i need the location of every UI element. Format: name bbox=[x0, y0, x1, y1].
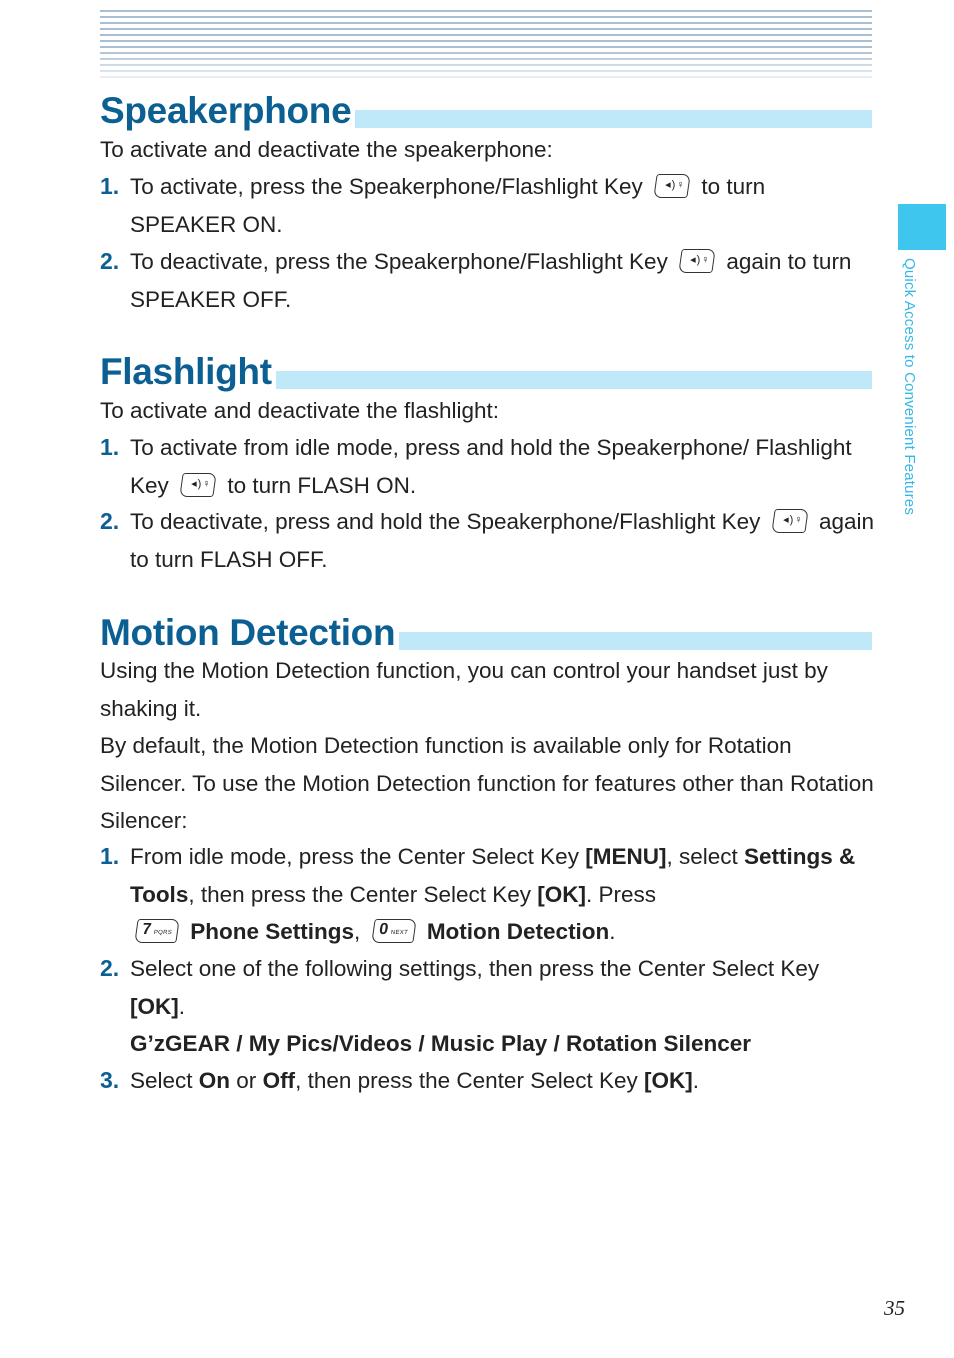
page-number: 35 bbox=[884, 1296, 905, 1320]
settings-tools-label: Settings & Tools bbox=[130, 844, 856, 907]
step-text: . Press bbox=[586, 881, 657, 907]
speakerphone-flashlight-key-icon: ◂)♀ bbox=[653, 174, 690, 198]
step-text: to turn SPEAKER ON. bbox=[130, 174, 766, 237]
ok-softkey-label: [OK] bbox=[130, 993, 179, 1019]
flashlight-step-2 bbox=[100, 503, 876, 578]
motion-step-1 bbox=[100, 838, 876, 951]
section-heading: Motion Detection bbox=[100, 610, 403, 656]
step-text: or bbox=[230, 1068, 263, 1093]
header-stripe-band bbox=[100, 10, 872, 78]
step-text: , select bbox=[666, 844, 744, 869]
speakerphone-heading-block bbox=[100, 84, 872, 130]
motion-detection-heading-block bbox=[100, 606, 872, 652]
chapter-tab bbox=[898, 204, 946, 250]
step-number: 1. bbox=[100, 843, 120, 869]
step-text: . bbox=[178, 993, 186, 1019]
on-option-label: On bbox=[198, 1068, 231, 1093]
step-text: To deactivate, press the Speakerphone/Flashlight Key bbox=[130, 249, 668, 274]
flashlight-step-1 bbox=[100, 429, 876, 504]
step-text: . bbox=[692, 1068, 700, 1093]
flashlight-intro: To activate and deactivate the flashlight: bbox=[100, 398, 500, 423]
flashlight-heading-block bbox=[100, 345, 872, 391]
step-text: , then press the Center Select Key bbox=[188, 881, 538, 907]
speakerphone-flashlight-key-icon: ◂)♀ bbox=[678, 249, 715, 273]
step-number: 1. bbox=[100, 434, 120, 460]
step-text: . bbox=[609, 919, 616, 944]
motion-step-3 bbox=[100, 1062, 876, 1100]
step-text: Select one of the following settings, then press the Center Select Key bbox=[130, 956, 820, 981]
step-text: to turn FLASH ON. bbox=[227, 472, 417, 498]
step-number: 3. bbox=[100, 1067, 120, 1093]
step-text: , then press the Center Select Key bbox=[295, 1068, 644, 1093]
step-number: 2. bbox=[100, 248, 120, 274]
motion-step-2 bbox=[100, 950, 876, 1063]
speakerphone-step-2 bbox=[100, 243, 876, 318]
step-number: 2. bbox=[100, 508, 120, 534]
step-text: again to turn FLASH OFF. bbox=[130, 509, 875, 572]
ok-softkey-label: [OK] bbox=[537, 881, 587, 907]
speakerphone-intro: To activate and deactivate the speakerphone: bbox=[100, 137, 553, 162]
zero-next-key-icon: 0 NEXT bbox=[371, 919, 416, 943]
step-text: To activate from idle mode, press and hold the Speakerphone/ Flashlight Key bbox=[130, 435, 852, 498]
speakerphone-flashlight-key-icon: ◂)♀ bbox=[771, 509, 808, 533]
menu-softkey-label: [MENU] bbox=[585, 844, 667, 869]
step-text: To deactivate, press and hold the Speakerphone/Flashlight Key bbox=[130, 509, 761, 534]
step-text: again to turn SPEAKER OFF. bbox=[130, 249, 852, 312]
step-number: 1. bbox=[100, 173, 120, 199]
off-option-label: Off bbox=[262, 1068, 296, 1093]
step-text: From idle mode, press the Center Select Key bbox=[130, 844, 586, 869]
speakerphone-flashlight-key-icon: ◂)♀ bbox=[179, 473, 216, 497]
speakerphone-step-1 bbox=[100, 168, 876, 243]
motion-detection-label: Motion Detection bbox=[426, 919, 610, 944]
ok-softkey-label: [OK] bbox=[644, 1068, 693, 1093]
phone-settings-label: Phone Settings bbox=[190, 919, 355, 944]
section-heading: Speakerphone bbox=[100, 88, 359, 134]
step-number: 2. bbox=[100, 955, 120, 981]
step-text: Select bbox=[130, 1068, 199, 1093]
step-text: To activate, press the Speakerphone/Flashlight Key bbox=[130, 174, 643, 199]
chapter-label: Quick Access to Convenient Features bbox=[901, 258, 918, 516]
seven-pqrs-key-icon: 7 PQRS bbox=[134, 919, 179, 943]
settings-options-list: G’zGEAR / My Pics/Videos / Music Play / Rotation Silencer bbox=[130, 1031, 752, 1056]
motion-paragraph-2: By default, the Motion Detection function is available only for Rotation Silencer. To use the Motion Detection function for features other than Rotation Silencer: bbox=[100, 733, 874, 833]
section-heading: Flashlight bbox=[100, 349, 280, 395]
motion-paragraph-1: Using the Motion Detection function, you can control your handset just by shaking it. bbox=[100, 658, 828, 721]
step-text: , bbox=[354, 919, 367, 944]
